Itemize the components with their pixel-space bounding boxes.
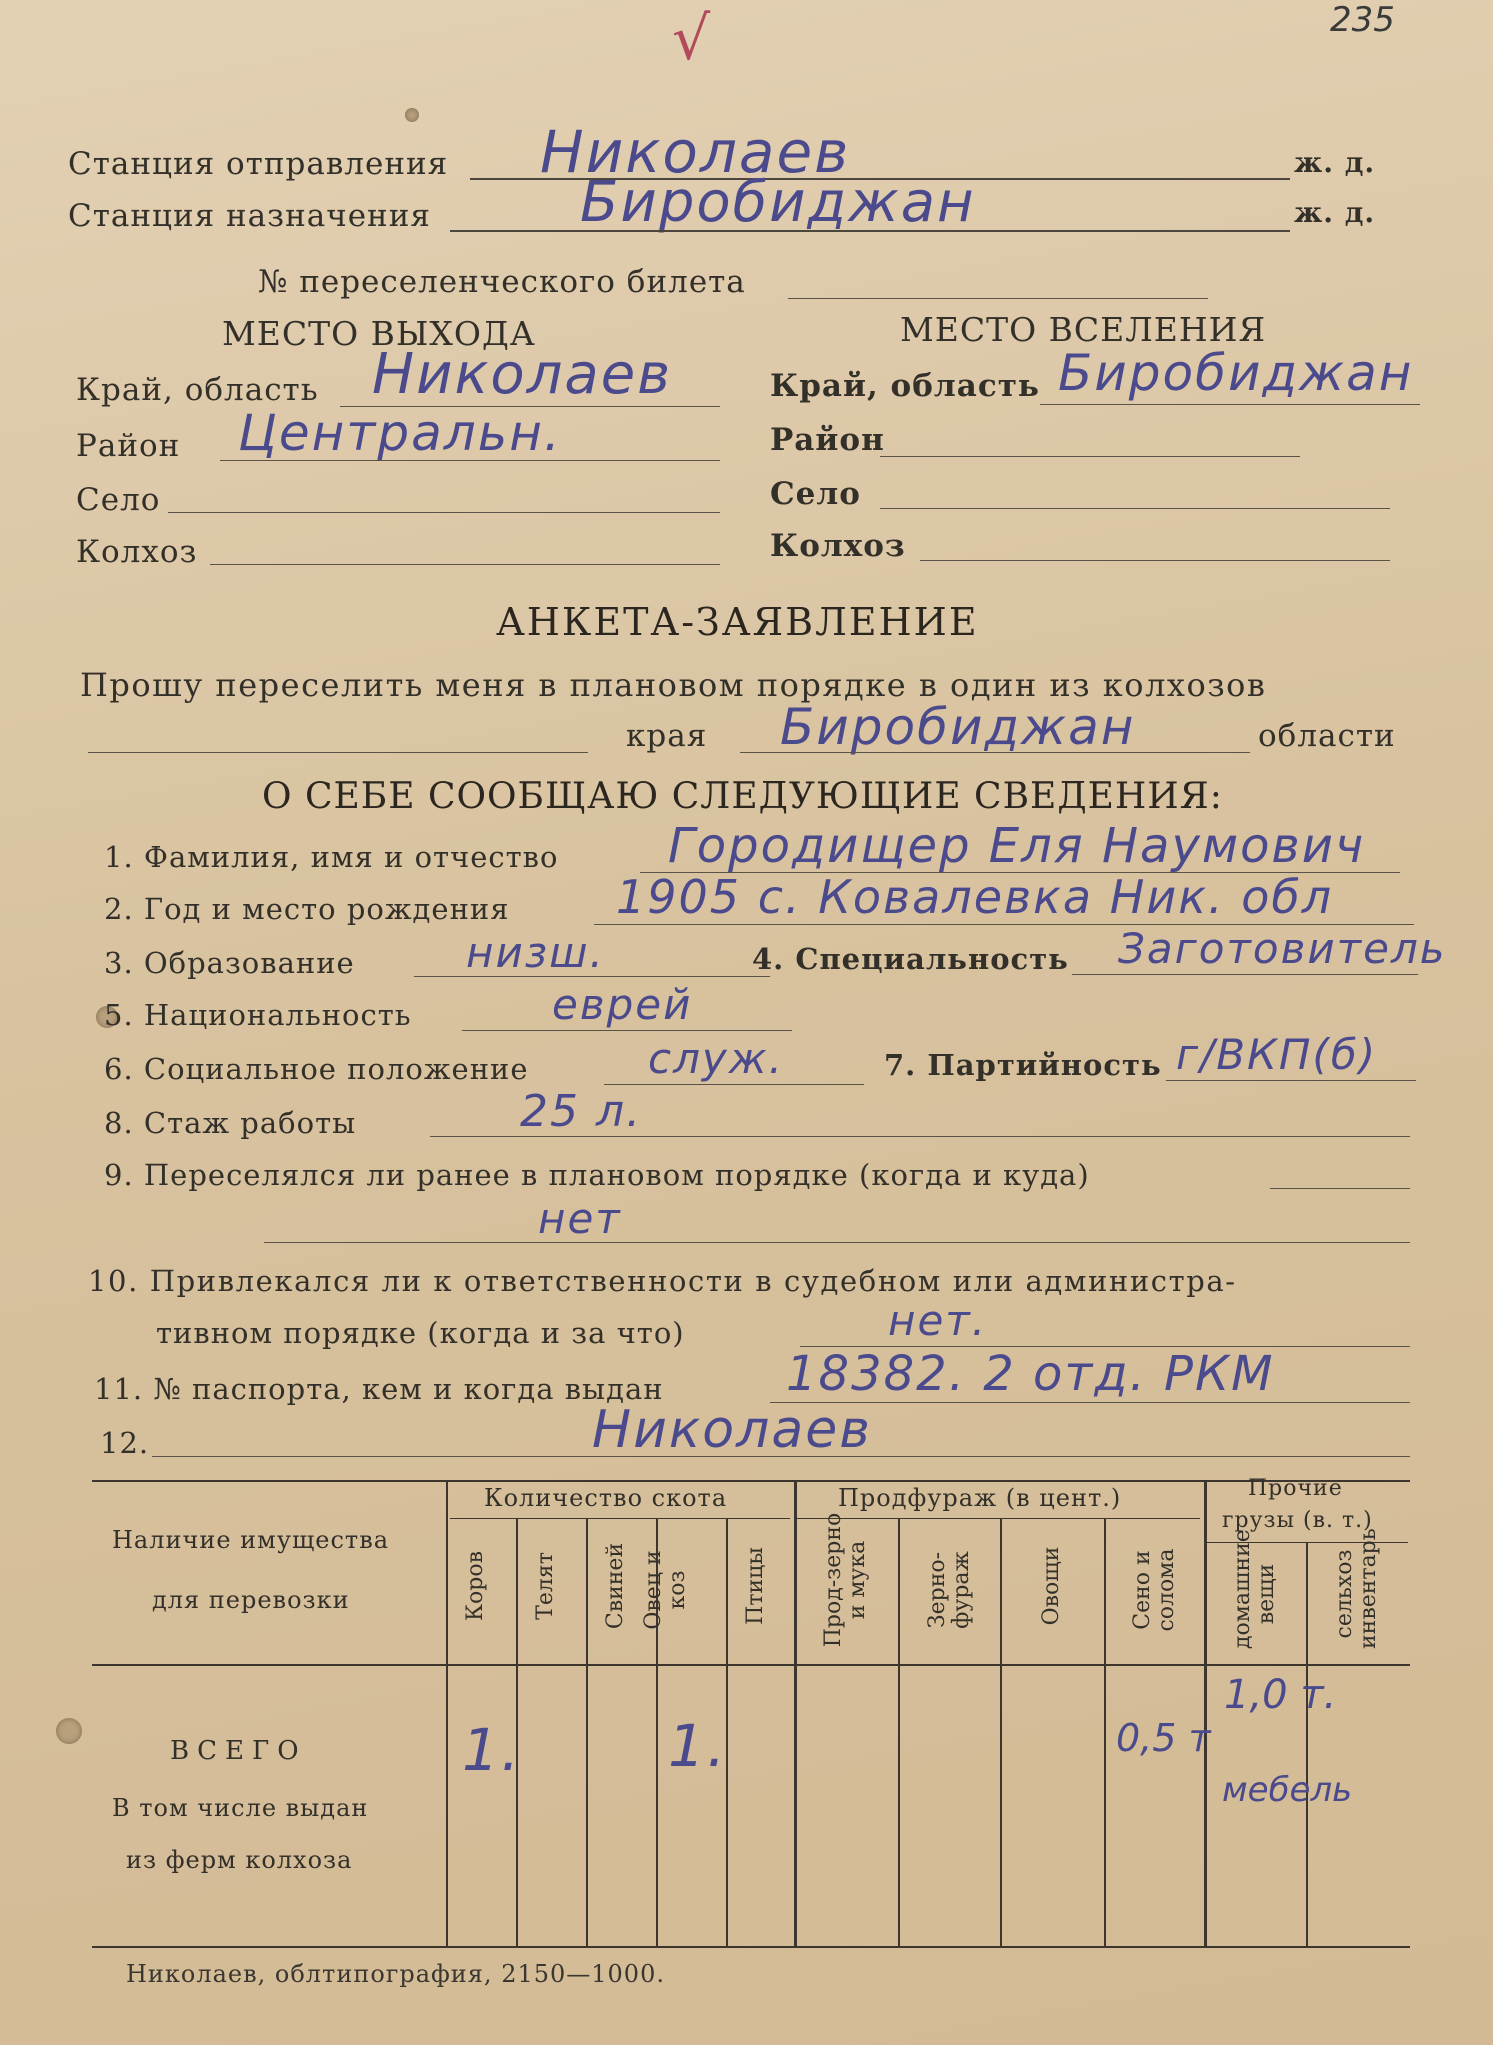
- col-header-poultry: Птицы: [743, 1547, 768, 1625]
- col-header-cows: Коров: [463, 1551, 488, 1621]
- section-heading: О СЕБЕ СООБЩАЮ СЛЕДУЮЩИЕ СВЕДЕНИЯ:: [262, 776, 1223, 817]
- col-line-2: [586, 1518, 588, 1946]
- field-12-underline: [152, 1456, 1410, 1457]
- table-top-rule: [92, 1480, 1410, 1482]
- incl-line2: из ферм колхоза: [126, 1846, 353, 1874]
- field-9-label: 9. Переселялся ли ранее в плановом порядке (когда и куда): [104, 1158, 1090, 1192]
- field-8-label: 8. Стаж работы: [104, 1106, 357, 1140]
- destination-underline: [450, 230, 1290, 232]
- origin-kolkhoz-label: Колхоз: [76, 534, 198, 570]
- oblast-underline: [740, 752, 1250, 753]
- field-9-value: нет: [538, 1194, 622, 1243]
- total-label: ВСЕГО: [170, 1736, 307, 1766]
- ticket-underline: [788, 298, 1208, 299]
- punch-hole-bottom: [56, 1718, 82, 1744]
- col-line-9: [1204, 1480, 1207, 1946]
- origin-district-value: Центральн.: [238, 404, 562, 462]
- field-3-value: низш.: [466, 928, 605, 977]
- col-header-grain-flour: Прод-зерно и мука: [821, 1512, 870, 1648]
- field-4-value: Заготовитель: [1118, 924, 1447, 973]
- field-1-value: Городищер Еля Наумович: [668, 818, 1366, 874]
- destination-kolkhoz-underline: [920, 560, 1390, 561]
- destination-region-underline: [1040, 404, 1420, 405]
- group-livestock: Количество скота: [484, 1484, 728, 1512]
- table-bottom-rule: [92, 1946, 1410, 1948]
- col-line-5: [794, 1480, 797, 1946]
- origin-district-label: Район: [76, 428, 181, 464]
- group-other-line2: грузы (в. т.): [1222, 1508, 1373, 1533]
- col-line-10: [1306, 1542, 1308, 1946]
- row-header-line2: для перевозки: [152, 1586, 350, 1614]
- destination-region-label: Край, область: [770, 368, 1040, 404]
- field-7-underline: [1166, 1080, 1416, 1081]
- field-8-value: 25 л.: [520, 1086, 643, 1137]
- field-10-label-line2: тивном порядке (когда и за что): [156, 1316, 685, 1350]
- value-cows: 1.: [462, 1716, 522, 1784]
- ticket-label: № переселенческого билета: [258, 264, 746, 300]
- field-4-underline: [1072, 974, 1418, 975]
- field-3-label: 3. Образование: [104, 946, 355, 980]
- value-household-note: мебель: [1222, 1770, 1353, 1810]
- origin-region-label: Край, область: [76, 372, 319, 408]
- kraya-label: края: [626, 718, 708, 754]
- group-other-line1: Прочие: [1248, 1476, 1343, 1501]
- field-2-label: 2. Год и место рождения: [104, 892, 510, 926]
- field-7-value: г/ВКП(б): [1176, 1030, 1378, 1079]
- incl-line1: В том числе выдан: [112, 1794, 369, 1822]
- col-header-sheep-goats: Овец и коз: [641, 1550, 690, 1630]
- col-header-pigs: Свиней: [603, 1542, 628, 1630]
- value-sheep-goats: 1.: [668, 1712, 728, 1780]
- destination-value: Биробиджан: [580, 170, 976, 235]
- field-12-value: Николаев: [592, 1400, 872, 1460]
- col-line-6: [898, 1518, 900, 1946]
- field-3-underline: [414, 976, 770, 977]
- destination-region-value: Биробиджан: [1058, 344, 1414, 402]
- form-title: АНКЕТА-ЗАЯВЛЕНИЕ: [496, 600, 979, 644]
- field-5-value: еврей: [552, 980, 693, 1029]
- oblast-label: области: [1258, 718, 1396, 754]
- col-header-vegetables: Овощи: [1039, 1546, 1064, 1626]
- field-5-label: 5. Национальность: [104, 998, 412, 1032]
- group-feed: Продфураж (в цент.): [838, 1484, 1122, 1512]
- field-7-label: 7. Партийность: [884, 1048, 1162, 1082]
- table-header-rule: [92, 1664, 1410, 1666]
- destination-label: Станция назначения: [68, 198, 431, 234]
- col-line-7: [1000, 1518, 1002, 1946]
- field-9-underline-a: [1270, 1188, 1410, 1189]
- col-line-8: [1104, 1518, 1106, 1946]
- origin-kolkhoz-underline: [210, 564, 720, 565]
- field-12-label: 12.: [100, 1426, 150, 1460]
- origin-village-underline: [168, 512, 720, 513]
- origin-region-value: Николаев: [372, 342, 673, 407]
- destination-village-underline: [880, 508, 1390, 509]
- punch-hole-top: [405, 108, 419, 122]
- page-number: 235: [1330, 0, 1395, 40]
- col-header-fodder: Зерно-фураж: [925, 1551, 974, 1629]
- destination-heading: МЕСТО ВСЕЛЕНИЯ: [900, 310, 1267, 349]
- origin-district-underline: [220, 460, 720, 461]
- field-2-value: 1905 с. Ковалевка Ник. обл: [616, 870, 1334, 924]
- request-line1: Прошу переселить меня в плановом порядке в один из колхозов: [80, 666, 1267, 704]
- row-header-line1: Наличие имущества: [112, 1526, 390, 1554]
- field-4-label: 4. Специальность: [752, 942, 1069, 976]
- col-header-household: домашние вещи: [1230, 1529, 1279, 1649]
- field-6-underline: [604, 1084, 864, 1085]
- origin-heading: МЕСТО ВЫХОДА: [222, 314, 536, 353]
- destination-district-label: Район: [770, 422, 885, 458]
- field-1-label: 1. Фамилия, имя и отчество: [104, 840, 559, 874]
- departure-value: Николаев: [540, 118, 851, 186]
- destination-district-underline: [880, 456, 1300, 457]
- oblast-value: Биробиджан: [780, 698, 1136, 756]
- origin-village-label: Село: [76, 482, 161, 518]
- value-household: 1,0 т.: [1224, 1672, 1337, 1718]
- field-11-value: 18382. 2 отд. РКМ: [786, 1346, 1275, 1402]
- railway-suffix-1: ж. д.: [1294, 146, 1376, 179]
- field-6-label: 6. Социальное положение: [104, 1052, 529, 1086]
- printer-footer: Николаев, облтипография, 2150—1000.: [126, 1960, 665, 1988]
- col-header-farm-tools: сельхоз инвентарь: [1332, 1528, 1381, 1649]
- field-10-value: нет.: [888, 1296, 988, 1345]
- col-header-hay-straw: Сено и солома: [1130, 1548, 1179, 1632]
- field-5-underline: [462, 1030, 792, 1031]
- destination-kolkhoz-label: Колхоз: [770, 528, 906, 564]
- field-10-label-line1: 10. Привлекался ли к ответственности в судебном или администра-: [88, 1264, 1237, 1298]
- field-8-underline: [430, 1136, 1410, 1137]
- field-6-value: служ.: [648, 1034, 784, 1083]
- value-hay-straw: 0,5 т: [1116, 1716, 1211, 1760]
- col-header-calves: Телят: [533, 1552, 558, 1620]
- field-11-label: 11. № паспорта, кем и когда выдан: [94, 1372, 664, 1406]
- col-line-0: [446, 1480, 448, 1946]
- departure-label: Станция отправления: [68, 146, 449, 182]
- checkmark-icon: √: [672, 4, 711, 74]
- field-9-underline-b: [264, 1242, 1410, 1243]
- railway-suffix-2: ж. д.: [1294, 196, 1376, 229]
- request-blank-1: [88, 752, 588, 753]
- destination-village-label: Село: [770, 476, 861, 512]
